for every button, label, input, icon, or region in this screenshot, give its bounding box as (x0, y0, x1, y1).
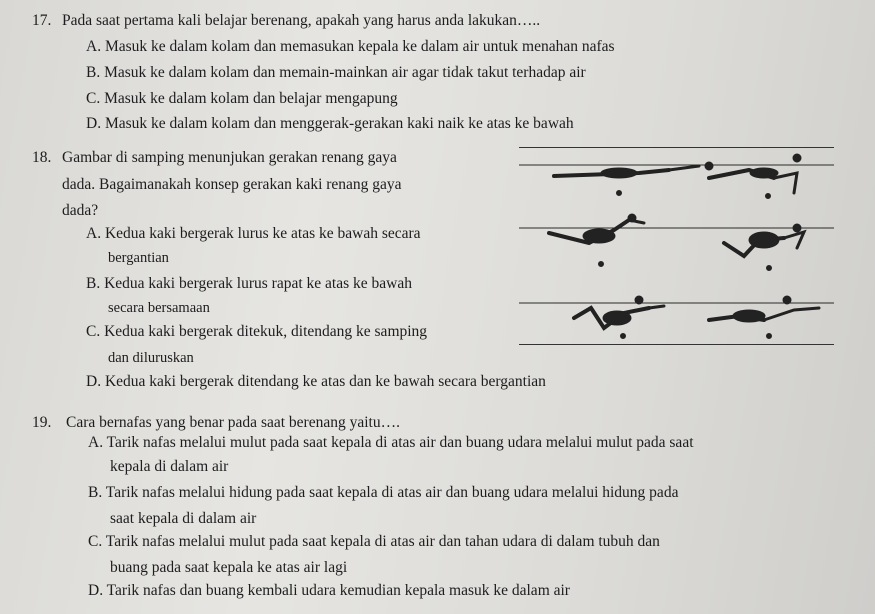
question-number: 18. (32, 149, 52, 166)
option-b: B. Masuk ke dalam kolam dan memain-mainkan air agar tidak takut terhadap air (86, 64, 586, 81)
option-c: C. Kedua kaki bergerak ditekuk, ditendang ke samping (86, 323, 428, 340)
question-stem: Cara bernafas yang benar pada saat berenang yaitu…. (66, 414, 400, 431)
option-a: A. Masuk ke dalam kolam dan memasukan kepala ke dalam air untuk menahan nafas (86, 38, 615, 55)
question-stem-line: dada? (62, 202, 99, 219)
option-d: D. Kedua kaki bergerak ditendang ke atas dan ke bawah secara bergantian (86, 373, 546, 390)
option-c-continued: buang pada saat kepala ke atas air lagi (110, 559, 348, 576)
option-b-continued: secara bersamaan (108, 300, 210, 316)
option-b: B. Tarik nafas melalui hidung pada saat kepala di atas air dan buang udara melalui hidung pada (88, 484, 679, 501)
option-b-continued: saat kepala di dalam air (110, 510, 257, 527)
option-c-continued: dan diluruskan (108, 350, 194, 366)
question-stem-line: Gambar di samping menunjukan gerakan renang gaya (62, 149, 397, 166)
option-a: A. Tarik nafas melalui mulut pada saat kepala di atas air dan buang udara melalui mulut pada saat (88, 434, 694, 451)
option-b: B. Kedua kaki bergerak lurus rapat ke atas ke bawah (86, 275, 412, 292)
option-c: C. Tarik nafas melalui mulut pada saat kepala di atas air dan tahan udara di dalam tubuh dan (88, 533, 660, 550)
option-d: D. Tarik nafas dan buang kembali udara kemudian kepala masuk ke dalam air (88, 582, 570, 599)
question-number: 19. (32, 414, 52, 431)
question-stem-line: dada. Bagaimanakah konsep gerakan kaki renang gaya (62, 176, 402, 193)
question-stem: Pada saat pertama kali belajar berenang, apakah yang harus anda lakukan….. (62, 12, 541, 29)
question-number: 17. (32, 12, 52, 29)
option-a-continued: kepala di dalam air (110, 458, 229, 475)
option-d: D. Masuk ke dalam kolam dan menggerak-gerakan kaki naik ke atas ke bawah (86, 115, 574, 132)
option-a: A. Kedua kaki bergerak lurus ke atas ke bawah secara (86, 225, 421, 242)
option-c: C. Masuk ke dalam kolam dan belajar mengapung (86, 90, 398, 107)
option-a-continued: bergantian (108, 250, 169, 266)
breaststroke-swimmer-sequence-icon (519, 147, 834, 345)
